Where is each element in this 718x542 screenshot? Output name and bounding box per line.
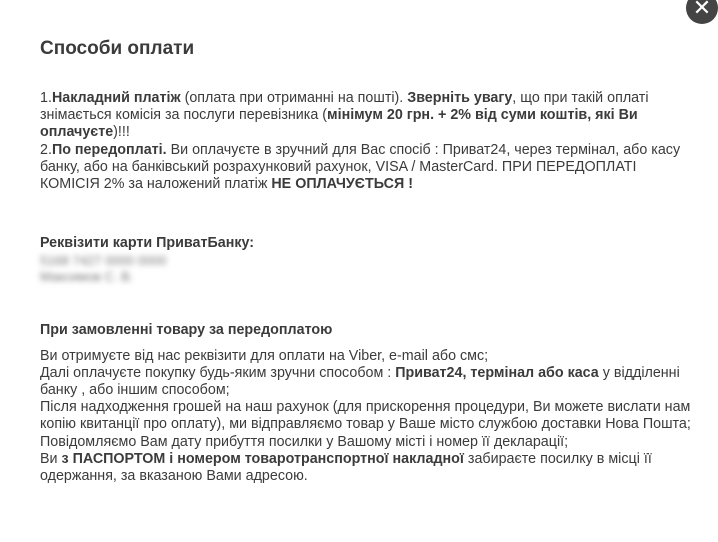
prepay-step-1: Ви отримуєте від нас реквізити для оплати на Viber, e-mail або смс;	[40, 347, 489, 364]
prepay-step-2	[40, 365, 700, 399]
cod-text-1: (оплата при отриманні на пошті).	[180, 90, 408, 106]
close-icon[interactable]: ✕	[686, 0, 718, 24]
cod-text-3: )!!!	[113, 124, 130, 141]
step5-text-1: Ви	[40, 450, 62, 467]
option-number: 2.	[40, 141, 52, 158]
cod-fee: мінімум 20 грн. + 2% від суми коштів, які Ви оплачуєте	[40, 107, 638, 141]
page-title: Способи оплати	[40, 38, 195, 59]
card-holder-blurred: Максимов С. В.	[40, 269, 134, 285]
cod-attention: Зверніть увагу	[407, 90, 513, 106]
prepay-label: По передоплаті.	[51, 141, 167, 158]
requisites-title: Реквізити карти ПриватБанку:	[40, 235, 255, 252]
prepay-step-3: Після надходження грошей на наш рахунок (для прискорення процедури, Ви можете вислати нам копію квитанції про оплату), ми відправляємо товар у Ваше місто службою доставки Нова Пошта;	[40, 399, 691, 433]
option-number: 1.	[40, 90, 52, 106]
prepay-no-fee: НЕ ОПЛАЧУЄТЬСЯ !	[271, 176, 413, 193]
payment-option-prepay	[40, 142, 700, 194]
payment-methods-panel	[40, 38, 700, 485]
step2-methods: Приват24, термінал або каса	[395, 364, 599, 381]
step2-text-1: Далі оплачуєте покупку будь-яким зручни способом :	[40, 364, 396, 381]
step2-text-2: у відділенні банку , або іншим способом;	[40, 364, 680, 399]
card-number-blurred: 5168 7427 0000 0000	[40, 253, 167, 269]
prepay-step-4: Повідомляємо Вам дату прибуття посилки у Вашому місті і номер її декларації;	[40, 433, 569, 450]
prepay-text: Ви оплачуєте в зручний для Вас спосіб : Приват24, через термінал, або касу банку, або на банківський розрахунковий рахунок, VISA / MasterCard. ПРИ ПЕРЕДОПЛАТІ КОМІСІЯ 2% за наложений платіж	[40, 141, 681, 193]
cod-label: Накладний платіж	[51, 90, 181, 106]
prepay-section-title: При замовленні товару за передоплатою	[40, 322, 333, 339]
cod-text-2: , що при такій оплаті знімається комісія за послуги перевізника (	[40, 90, 649, 124]
prepay-step-5	[40, 451, 700, 485]
step5-passport: з ПАСПОРТОМ і номером товаротранспортної накладної	[61, 450, 464, 467]
payment-option-cod	[40, 90, 700, 142]
step5-text-2: забираєте посилку в місці її одержання, за вказаною Вами адресою.	[40, 450, 652, 485]
